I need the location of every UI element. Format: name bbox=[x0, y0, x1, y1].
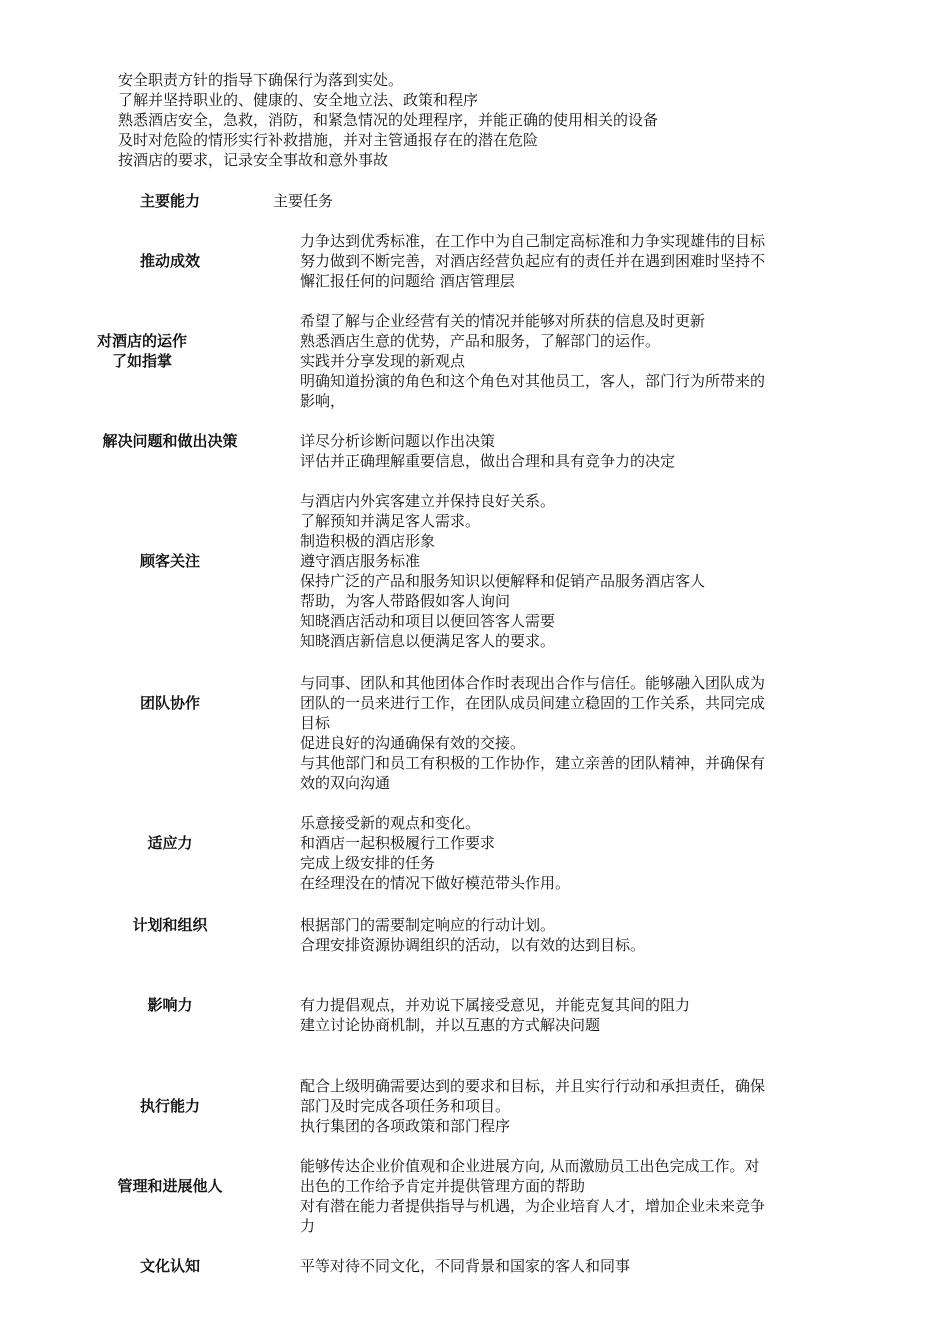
task-line: 建立讨论协商机制，并以互惠的方式解决问题 bbox=[300, 1016, 601, 1034]
task-line: 评估并正确理解重要信息，做出合理和具有竞争力的决定 bbox=[300, 452, 676, 470]
task-line: 遵守酒店服务标准 bbox=[300, 552, 421, 570]
task-line: 制造积极的酒店形象 bbox=[300, 532, 436, 550]
task-line: 与酒店内外宾客建立并保持良好关系。 bbox=[300, 492, 556, 510]
task-line: 根据部门的需要制定响应的行动计划。 bbox=[300, 916, 556, 934]
task-line: 了解预知并满足客人需求。 bbox=[300, 512, 481, 530]
task-line: 乐意接受新的观点和变化。 bbox=[300, 814, 481, 832]
task-line: 目标 bbox=[300, 714, 331, 732]
intro-line: 熟悉酒店安全，急救，消防，和紧急情况的处理程序，并能正确的使用相关的设备 bbox=[118, 111, 659, 129]
task-line: 配合上级明确需要达到的要求和目标，并且实行行动和承担责任，确保 bbox=[300, 1077, 766, 1095]
task-line: 部门及时完成各项任务和项目。 bbox=[300, 1097, 511, 1115]
task-line: 合理安排资源协调组织的活动，以有效的达到目标。 bbox=[300, 936, 646, 954]
task-line: 力 bbox=[300, 1217, 316, 1235]
task-line: 平等对待不同文化，不同背景和国家的客人和同事 bbox=[300, 1257, 631, 1275]
ability-label-managing-others: 管理和进展他人 bbox=[117, 1177, 223, 1195]
task-line: 和酒店一起积极履行工作要求 bbox=[300, 834, 496, 852]
task-line: 与同事、团队和其他团体合作时表现出合作与信任。能够融入团队成为 bbox=[300, 674, 766, 692]
task-line: 团队的一员来进行工作，在团队成员间建立稳固的工作关系，共同完成 bbox=[300, 694, 766, 712]
intro-line: 了解并坚持职业的、健康的、安全地立法、政策和程序 bbox=[118, 91, 479, 109]
task-line: 保持广泛的产品和服务知识以便解释和促销产品服务酒店客人 bbox=[300, 572, 706, 590]
intro-line: 按酒店的要求，记录安全事故和意外事故 bbox=[118, 151, 389, 169]
ability-label-teamwork: 团队协作 bbox=[139, 694, 200, 712]
ability-label-customer-focus: 顾客关注 bbox=[139, 552, 200, 570]
ability-label-hotel-operations-line2: 了如指掌 bbox=[111, 352, 172, 370]
task-line: 在经理没在的情况下做好模范带头作用。 bbox=[300, 874, 571, 892]
task-line: 有力提倡观点，并劝说下属接受意见，并能克复其间的阻力 bbox=[300, 996, 691, 1014]
header-task: 主要任务 bbox=[273, 192, 334, 210]
task-line: 效的双向沟通 bbox=[300, 774, 391, 792]
task-line: 希望了解与企业经营有关的情况并能够对所获的信息及时更新 bbox=[300, 312, 706, 330]
header-ability: 主要能力 bbox=[139, 192, 200, 210]
ability-label-cultural-awareness: 文化认知 bbox=[139, 1257, 200, 1275]
task-line: 帮助，为客人带路假如客人询问 bbox=[300, 592, 511, 610]
ability-label-planning: 计划和组织 bbox=[132, 916, 208, 934]
task-line: 影响， bbox=[300, 392, 346, 410]
task-line: 实践并分享发现的新观点 bbox=[300, 352, 466, 370]
intro-line: 安全职责方针的指导下确保行为落到实处。 bbox=[118, 71, 404, 89]
task-line: 出色的工作给予肯定并提供管理方面的帮助 bbox=[300, 1177, 586, 1195]
task-line: 懈汇报任何的问题给 酒店管理层 bbox=[300, 272, 515, 290]
task-line: 力争达到优秀标准，在工作中为自己制定高标准和力争实现雄伟的目标 bbox=[300, 232, 766, 250]
task-line: 熟悉酒店生意的优势，产品和服务，了解部门的运作。 bbox=[300, 332, 661, 350]
task-line: 知晓酒店活动和项目以便回答客人需要 bbox=[300, 612, 556, 630]
task-line: 明确知道扮演的角色和这个角色对其他员工，客人，部门行为所带来的 bbox=[300, 372, 766, 390]
ability-label-influence: 影响力 bbox=[147, 996, 193, 1014]
task-line: 执行集团的各项政策和部门程序 bbox=[300, 1117, 511, 1135]
ability-label-hotel-operations: 对酒店的运作 bbox=[96, 332, 187, 350]
task-line: 努力做到不断完善，对酒店经营负起应有的责任并在遇到困难时坚持不 bbox=[300, 252, 766, 270]
task-line: 对有潜在能力者提供指导与机遇，为企业培育人才，增加企业未来竞争 bbox=[300, 1197, 766, 1215]
task-line: 详尽分析诊断问题以作出决策 bbox=[300, 432, 496, 450]
ability-label-adaptability: 适应力 bbox=[147, 834, 193, 852]
ability-label-execution: 执行能力 bbox=[139, 1097, 200, 1115]
task-line: 知晓酒店新信息以便满足客人的要求。 bbox=[300, 632, 556, 650]
ability-label-problem-solving: 解决问题和做出决策 bbox=[102, 432, 238, 450]
task-line: 能够传达企业价值观和企业进展方向, 从而激励员工出色完成工作。对 bbox=[300, 1157, 760, 1175]
intro-line: 及时对危险的情形实行补救措施，并对主管通报存在的潜在危险 bbox=[118, 131, 539, 149]
task-line: 与其他部门和员工有积极的工作协作，建立亲善的团队精神，并确保有 bbox=[300, 754, 766, 772]
task-line: 促进良好的沟通确保有效的交接。 bbox=[300, 734, 526, 752]
ability-label-drive-results: 推动成效 bbox=[139, 252, 200, 270]
task-line: 完成上级安排的任务 bbox=[300, 854, 436, 872]
